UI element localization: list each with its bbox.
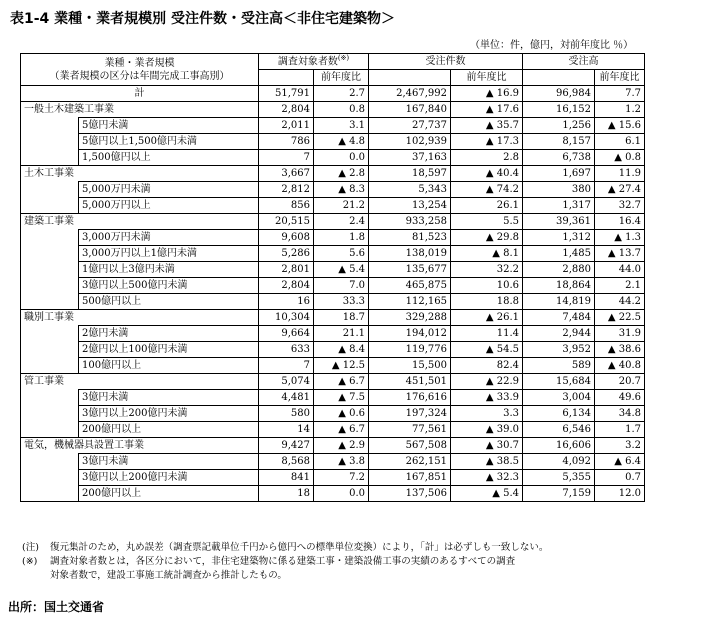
orders-value-cell: 6,738 [523,150,595,166]
indent-cell [21,454,79,470]
orders-count-yoy-cell: ▲ 30.7 [451,438,523,454]
orders-value-yoy-cell: 3.2 [595,438,645,454]
orders-count-cell: 137,506 [369,486,451,502]
orders-value-cell: 5,355 [523,470,595,486]
table-row [21,406,645,422]
group-label: 一般土木建築工事業 [21,102,259,118]
orders-value-cell: 1,317 [523,198,595,214]
survey-yoy-cell: 21.1 [314,326,369,342]
orders-value-cell: 589 [523,358,595,374]
indent-cell [21,470,79,486]
orders-count-yoy-cell: ▲ 33.9 [451,390,523,406]
survey-yoy-cell: 18.7 [314,310,369,326]
survey-yoy-cell: ▲ 6.7 [314,374,369,390]
survey-count-cell: 786 [259,134,314,150]
orders-count-yoy-cell: ▲ 38.5 [451,454,523,470]
note-1-text: 復元集計のため，丸め誤差（調査票記載単位千円から億円への標準単位変換）により，「計」は必ずしも一致しない。 [50,542,549,553]
unit-note: （単位：件，億円，対前年度比 ％） [470,40,634,51]
subcategory-label: 3億円以上500億円未満 [79,278,259,294]
orders-value-yoy-cell: ▲ 15.6 [595,118,645,134]
group-row [21,102,645,118]
category-header [21,54,259,86]
orders-count-cell: 2,467,992 [369,86,451,102]
survey-count-cell: 580 [259,406,314,422]
orders-value-cell: 8,157 [523,134,595,150]
group-label: 職別工事業 [21,310,259,326]
survey-count-cell: 9,427 [259,438,314,454]
orders-value-cell: 3,004 [523,390,595,406]
orders-count-yoy-cell: ▲ 40.4 [451,166,523,182]
orders-count-cell: 5,343 [369,182,451,198]
survey-yoy-cell: 2.4 [314,214,369,230]
table-row [21,454,645,470]
indent-cell [21,198,79,214]
orders-count-cell: 119,776 [369,342,451,358]
group-row [21,166,645,182]
survey-count-cell: 18 [259,486,314,502]
survey-count-cell: 633 [259,342,314,358]
orders-count-cell: 465,875 [369,278,451,294]
survey-yoy-cell: ▲ 2.9 [314,438,369,454]
table-row [21,358,645,374]
table-row [21,230,645,246]
table-row [21,390,645,406]
orders-value-yoy-cell: 2.1 [595,278,645,294]
survey-yoy-cell: ▲ 2.8 [314,166,369,182]
indent-cell [21,278,79,294]
orders-value-yoy-cell: 49.6 [595,390,645,406]
subcategory-label: 3億円未満 [79,390,259,406]
orders-value-yoy-cell: 31.9 [595,326,645,342]
orders-value-cell: 96,984 [523,86,595,102]
orders-count-cell: 77,561 [369,422,451,438]
note-2-cont [22,569,548,583]
orders-count-cell: 933,258 [369,214,451,230]
orders-table [20,53,645,502]
survey-count-label: 調査対象者数 [277,56,338,68]
orders-value-yoy-cell: 1.2 [595,102,645,118]
note-2 [22,555,548,569]
survey-count-header [259,54,369,70]
orders-count-yoy-cell: 26.1 [451,198,523,214]
orders-value-cell: 18,864 [523,278,595,294]
orders-count-cell: 194,012 [369,326,451,342]
orders-count-cell: 329,288 [369,310,451,326]
survey-yoy-cell: ▲ 7.5 [314,390,369,406]
subcategory-label: 3,000万円以上1億円未満 [79,246,259,262]
survey-count-cell: 7 [259,358,314,374]
orders-value-yoy-cell: ▲ 0.8 [595,150,645,166]
table-row [21,342,645,358]
survey-yoy-cell: ▲ 6.7 [314,422,369,438]
group-row [21,214,645,230]
orders-count-yoy-cell: 82.4 [451,358,523,374]
orders-value-yoy-cell: 1.7 [595,422,645,438]
group-label: 土木工事業 [21,166,259,182]
orders-value-yoy-cell: ▲ 13.7 [595,246,645,262]
survey-count-cell: 2,804 [259,278,314,294]
orders-count-yoy-cell: ▲ 54.5 [451,342,523,358]
row-label: 計 [21,86,259,102]
table-row [21,278,645,294]
orders-count-cell: 13,254 [369,198,451,214]
survey-yoy-cell: ▲ 3.8 [314,454,369,470]
table-row [21,422,645,438]
orders-count-yoy-cell: ▲ 35.7 [451,118,523,134]
survey-yoy-cell: 2.7 [314,86,369,102]
survey-yoy-cell: 21.2 [314,198,369,214]
orders-count-cell: 112,165 [369,294,451,310]
indent-cell [21,262,79,278]
group-row [21,374,645,390]
survey-blank-header [259,70,314,86]
table-row [21,486,645,502]
orders-count-header: 受注件数 [369,54,523,70]
subcategory-label: 200億円以上 [79,422,259,438]
orders-count-cell: 138,019 [369,246,451,262]
survey-count-cell: 8,568 [259,454,314,470]
orders-count-yoy-cell: 10.6 [451,278,523,294]
orders-count-cell: 176,616 [369,390,451,406]
survey-count-cell: 2,804 [259,102,314,118]
survey-yoy-cell: 5.6 [314,246,369,262]
orders-value-cell: 6,134 [523,406,595,422]
orders-value-cell: 1,485 [523,246,595,262]
subcategory-label: 2億円未満 [79,326,259,342]
table-row [21,262,645,278]
survey-yoy-cell: 0.0 [314,486,369,502]
indent-cell [21,134,79,150]
subcategory-label: 5,000万円未満 [79,182,259,198]
orders-value-cell: 4,092 [523,454,595,470]
orders-count-cell: 135,677 [369,262,451,278]
survey-count-cell: 841 [259,470,314,486]
table-row [21,118,645,134]
table-row [21,326,645,342]
group-row [21,438,645,454]
orders-count-yoy-cell: ▲ 17.3 [451,134,523,150]
subcategory-label: 3億円未満 [79,454,259,470]
subcategory-label: 5億円未満 [79,118,259,134]
header-row-1 [21,54,645,70]
note-1 [22,541,548,555]
orders-value-yoy-cell: 44.0 [595,262,645,278]
orders-value-yoy-cell: 12.0 [595,486,645,502]
survey-count-cell: 5,074 [259,374,314,390]
orders-value-cell: 2,944 [523,326,595,342]
indent-cell [21,390,79,406]
survey-yoy-cell: ▲ 0.6 [314,406,369,422]
subcategory-label: 5,000万円以上 [79,198,259,214]
survey-count-cell: 51,791 [259,86,314,102]
orders-count-yoy-cell: 11.4 [451,326,523,342]
table-row [21,246,645,262]
indent-cell [21,486,79,502]
orders-count-yoy-cell: ▲ 8.1 [451,246,523,262]
total-row [21,86,645,102]
orders-value-yoy-cell: ▲ 38.6 [595,342,645,358]
orders-value-cell: 14,819 [523,294,595,310]
table-row [21,294,645,310]
survey-count-cell: 20,515 [259,214,314,230]
orders-count-cell: 37,163 [369,150,451,166]
orders-count-cell: 567,508 [369,438,451,454]
orders-count-yoy-cell: ▲ 26.1 [451,310,523,326]
survey-count-note-mark: (※) [337,54,350,63]
survey-count-cell: 9,608 [259,230,314,246]
group-row [21,310,645,326]
orders-value-yoy-cell: ▲ 40.8 [595,358,645,374]
survey-count-cell: 7 [259,150,314,166]
orders-count-cell: 197,324 [369,406,451,422]
orders-value-cell: 380 [523,182,595,198]
survey-count-cell: 856 [259,198,314,214]
subcategory-label: 3,000万円未満 [79,230,259,246]
orders-value-cell: 6,546 [523,422,595,438]
survey-count-cell: 10,304 [259,310,314,326]
indent-cell [21,294,79,310]
orders-value-yoy-cell: ▲ 6.4 [595,454,645,470]
orders-count-yoy-cell: 32.2 [451,262,523,278]
subcategory-label: 1,500億円以上 [79,150,259,166]
orders-count-yoy-cell: ▲ 32.3 [451,470,523,486]
indent-cell [21,246,79,262]
table-row [21,150,645,166]
survey-count-cell: 16 [259,294,314,310]
group-label: 建築工事業 [21,214,259,230]
survey-yoy-cell: ▲ 4.8 [314,134,369,150]
subcategory-label: 1億円以上3億円未満 [79,262,259,278]
orders-value-cell: 1,697 [523,166,595,182]
orders-value-yoy-cell: ▲ 27.4 [595,182,645,198]
table-row [21,470,645,486]
orders-value-yoy-cell: 34.8 [595,406,645,422]
group-label: 管工事業 [21,374,259,390]
survey-count-cell: 2,011 [259,118,314,134]
orders-value-cell: 16,152 [523,102,595,118]
survey-yoy-cell: 0.0 [314,150,369,166]
orders-value-cell: 2,880 [523,262,595,278]
orders-value-yoy-cell: 32.7 [595,198,645,214]
survey-count-cell: 14 [259,422,314,438]
indent-cell [21,358,79,374]
indent-cell [21,230,79,246]
survey-yoy-cell: 7.0 [314,278,369,294]
orders-count-yoy-cell: ▲ 29.8 [451,230,523,246]
note-2-text-line1: 調査対象者数とは，各区分において，非住宅建築物に係る建築工事・建築設備工事の実績のあるすべての調査 [50,555,516,567]
orders-count-cell: 167,840 [369,102,451,118]
survey-yoy-header: 前年度比 [314,70,369,86]
orders-value-cell: 15,684 [523,374,595,390]
subcategory-label: 5億円以上1,500億円未満 [79,134,259,150]
table-body [21,86,645,502]
orders-value-yoy-cell: 6.1 [595,134,645,150]
orders-value-cell: 7,159 [523,486,595,502]
indent-cell [21,342,79,358]
orders-count-yoy-cell: 18.8 [451,294,523,310]
count-yoy-header: 前年度比 [451,70,523,86]
orders-count-cell: 27,737 [369,118,451,134]
orders-count-yoy-cell: ▲ 22.9 [451,374,523,390]
survey-count-cell: 2,812 [259,182,314,198]
orders-value-yoy-cell: 0.7 [595,470,645,486]
note-2-mark: (※) [22,555,38,567]
notes [22,541,548,582]
note-2-text-line2: 対象者数で，建設工事施工統計調査から推計したもの。 [50,569,287,581]
orders-count-yoy-cell: ▲ 39.0 [451,422,523,438]
survey-yoy-cell: 3.1 [314,118,369,134]
orders-count-cell: 81,523 [369,230,451,246]
table-row [21,134,645,150]
orders-value-cell: 1,256 [523,118,595,134]
orders-value-yoy-cell: 16.4 [595,214,645,230]
orders-count-yoy-cell: 3.3 [451,406,523,422]
group-label: 電気，機械器具設置工事業 [21,438,259,454]
survey-yoy-cell: ▲ 8.3 [314,182,369,198]
orders-count-yoy-cell: ▲ 5.4 [451,486,523,502]
orders-count-cell: 18,597 [369,166,451,182]
orders-value-cell: 16,606 [523,438,595,454]
orders-count-yoy-cell: 5.5 [451,214,523,230]
table-row [21,182,645,198]
orders-value-yoy-cell: ▲ 22.5 [595,310,645,326]
orders-value-cell: 7,484 [523,310,595,326]
source: 出所：国土交通省 [8,600,105,614]
indent-cell [21,182,79,198]
orders-count-cell: 167,851 [369,470,451,486]
table-title: 表1-4 業種・業者規模別 受注件数・受注高＜非住宅建築物＞ [10,11,396,27]
subcategory-label: 3億円以上200億円未満 [79,406,259,422]
subcategory-label: 100億円以上 [79,358,259,374]
survey-yoy-cell: 33.3 [314,294,369,310]
orders-value-cell: 39,361 [523,214,595,230]
subcategory-label: 2億円以上100億円未満 [79,342,259,358]
value-blank-header [523,70,595,86]
survey-count-cell: 5,286 [259,246,314,262]
survey-yoy-cell: 1.8 [314,230,369,246]
orders-value-yoy-cell: 20.7 [595,374,645,390]
orders-count-yoy-cell: 2.8 [451,150,523,166]
survey-count-cell: 3,667 [259,166,314,182]
survey-count-cell: 2,801 [259,262,314,278]
category-header-line1: 業種・業者規模 [104,57,175,69]
note-1-mark: (注) [22,542,39,553]
orders-value-cell: 3,952 [523,342,595,358]
orders-count-cell: 15,500 [369,358,451,374]
orders-count-cell: 262,151 [369,454,451,470]
count-blank-header [369,70,451,86]
value-yoy-header: 前年度比 [595,70,645,86]
orders-count-cell: 451,501 [369,374,451,390]
orders-value-yoy-cell: 11.9 [595,166,645,182]
survey-count-cell: 9,664 [259,326,314,342]
indent-cell [21,406,79,422]
orders-value-yoy-cell: 7.7 [595,86,645,102]
orders-value-header: 受注高 [523,54,645,70]
subcategory-label: 3億円以上200億円未満 [79,470,259,486]
table-row [21,198,645,214]
survey-yoy-cell: ▲ 5.4 [314,262,369,278]
orders-count-cell: 102,939 [369,134,451,150]
category-header-line2: （業者規模の区分は年間完成工事高別） [49,70,230,82]
orders-count-yoy-cell: ▲ 74.2 [451,182,523,198]
survey-count-cell: 4,481 [259,390,314,406]
indent-cell [21,118,79,134]
orders-value-yoy-cell: ▲ 1.3 [595,230,645,246]
orders-count-yoy-cell: ▲ 17.6 [451,102,523,118]
survey-yoy-cell: ▲ 12.5 [314,358,369,374]
subcategory-label: 500億円以上 [79,294,259,310]
orders-value-cell: 1,312 [523,230,595,246]
subcategory-label: 200億円以上 [79,486,259,502]
survey-yoy-cell: ▲ 8.4 [314,342,369,358]
survey-yoy-cell: 0.8 [314,102,369,118]
orders-value-yoy-cell: 44.2 [595,294,645,310]
indent-cell [21,422,79,438]
orders-count-yoy-cell: ▲ 16.9 [451,86,523,102]
survey-yoy-cell: 7.2 [314,470,369,486]
indent-cell [21,326,79,342]
indent-cell [21,150,79,166]
